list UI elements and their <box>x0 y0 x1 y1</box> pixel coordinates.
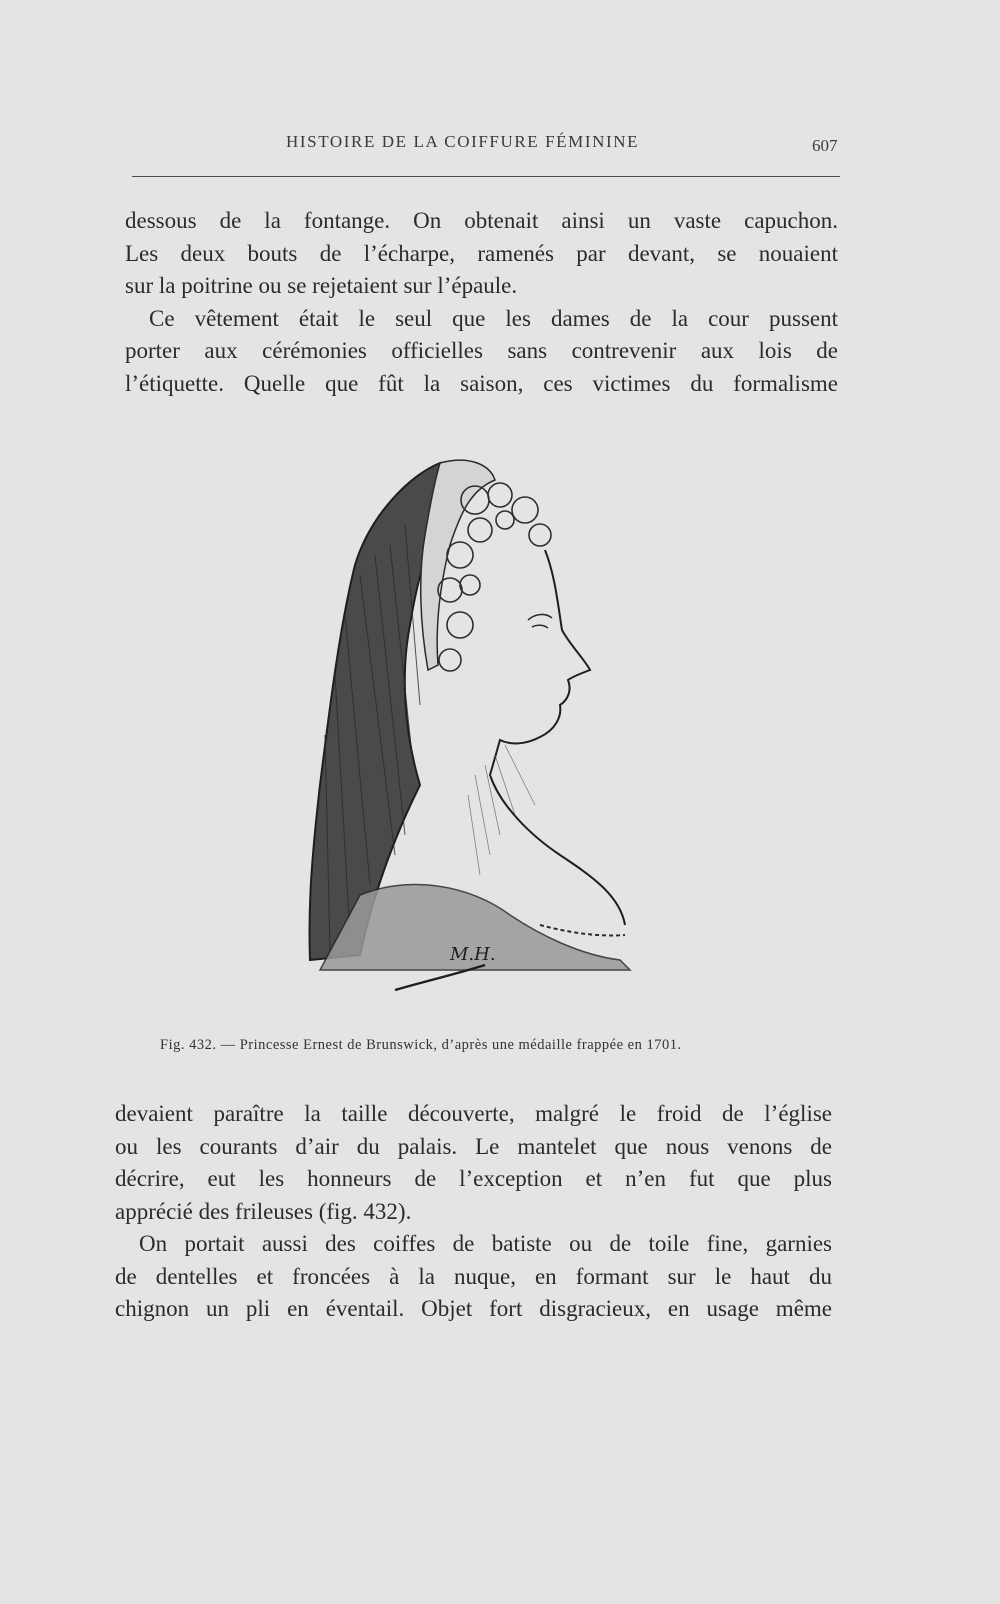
artist-signature: M.H. <box>450 944 496 965</box>
portrait-engraving <box>300 455 650 1015</box>
text-line: l’étiquette. Quelle que fût la saison, ces victimes du formalisme <box>125 370 838 396</box>
text-line: décrire, eut les honneurs de l’exception et n’en fut que plus <box>115 1166 832 1191</box>
paragraph <box>125 205 838 303</box>
page-number: 607 <box>812 136 838 155</box>
text-line: Les deux bouts de l’écharpe, ramenés par devant, se nouaient <box>125 240 838 266</box>
text-line: chignon un pli en éventail. Objet fort disgracieux, en usage même <box>115 1296 832 1321</box>
body-text-top <box>125 205 838 400</box>
portrait-illustration <box>300 455 650 1015</box>
paragraph <box>125 303 838 401</box>
body-text-bottom <box>115 1098 832 1326</box>
text-line: apprécié des frileuses (fig. 432). <box>115 1198 412 1224</box>
header-rule <box>132 176 840 177</box>
running-head <box>0 132 1000 162</box>
text-line: ou les courants d’air du palais. Le mantelet que nous venons de <box>115 1133 832 1159</box>
text-line: sur la poitrine ou se rejetaient sur l’épaule. <box>125 273 518 298</box>
text-line: Ce vêtement était le seul que les dames de la cour pussent <box>149 305 838 331</box>
running-title: HISTOIRE DE LA COIFFURE FÉMININE <box>286 132 640 151</box>
text-line: porter aux cérémonies officielles sans contrevenir aux lois de <box>125 338 838 363</box>
text-line: On portait aussi des coiffes de batiste ou de toile fine, garnies <box>139 1231 832 1256</box>
paragraph <box>115 1098 832 1228</box>
text-line: de dentelles et froncées à la nuque, en formant sur le haut du <box>115 1263 832 1289</box>
text-line: devaient paraître la taille découverte, malgré le froid de l’église <box>115 1101 832 1126</box>
paragraph <box>115 1228 832 1326</box>
figure-caption: Fig. 432. — Princesse Ernest de Brunswick, d’après une médaille frappée en 1701. <box>160 1037 682 1053</box>
text-line: dessous de la fontange. On obtenait ainsi un vaste capuchon. <box>125 208 838 233</box>
